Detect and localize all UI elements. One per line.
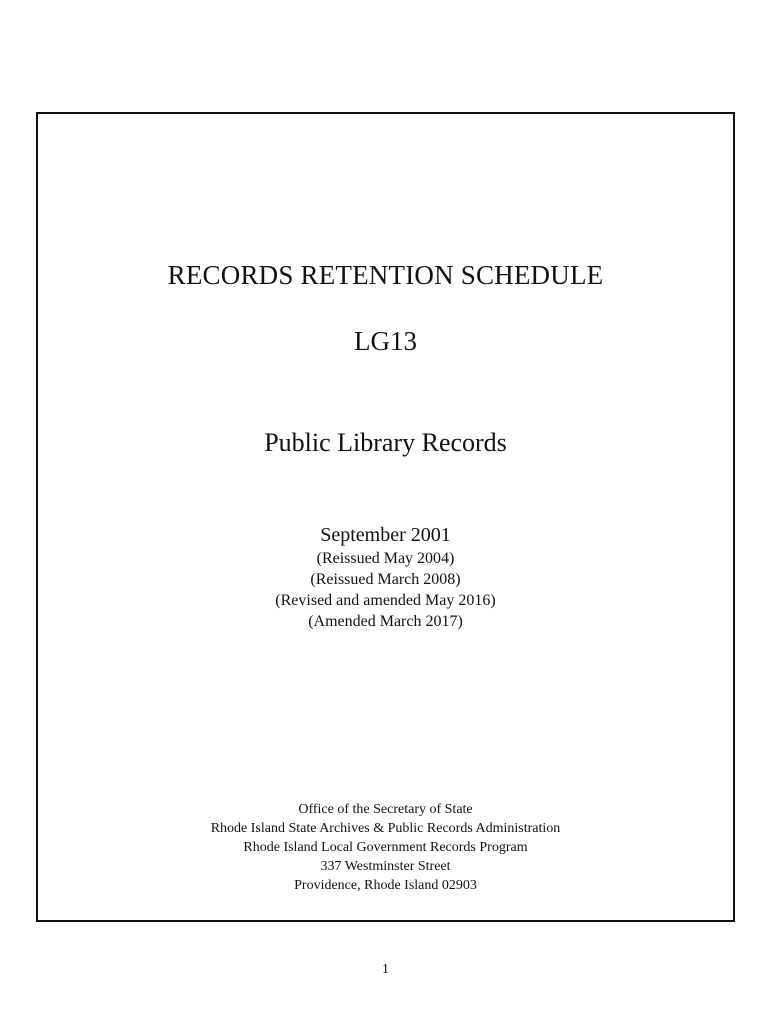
office-name: Office of the Secretary of State: [298, 802, 473, 817]
street-address: 337 Westminster Street: [320, 859, 451, 874]
document-title: RECORDS RETENTION SCHEDULE: [167, 260, 604, 290]
city-state-zip: Providence, Rhode Island 02903: [294, 878, 477, 893]
schedule-code: LG13: [354, 326, 417, 356]
program-name: Rhode Island Local Government Records Program: [243, 840, 528, 855]
revision-note: (Revised and amended May 2016): [275, 592, 496, 609]
revision-note: (Amended March 2017): [308, 613, 463, 630]
revision-note: (Reissued March 2008): [310, 571, 461, 588]
document-subject: Public Library Records: [264, 428, 507, 457]
agency-name: Rhode Island State Archives & Public Records Administration: [210, 821, 561, 836]
revision-note: (Reissued May 2004): [316, 550, 455, 567]
office-address-block: [36, 800, 735, 895]
page-number: 1: [382, 962, 389, 977]
date-block: [36, 522, 735, 632]
issue-date: September 2001: [320, 524, 451, 546]
